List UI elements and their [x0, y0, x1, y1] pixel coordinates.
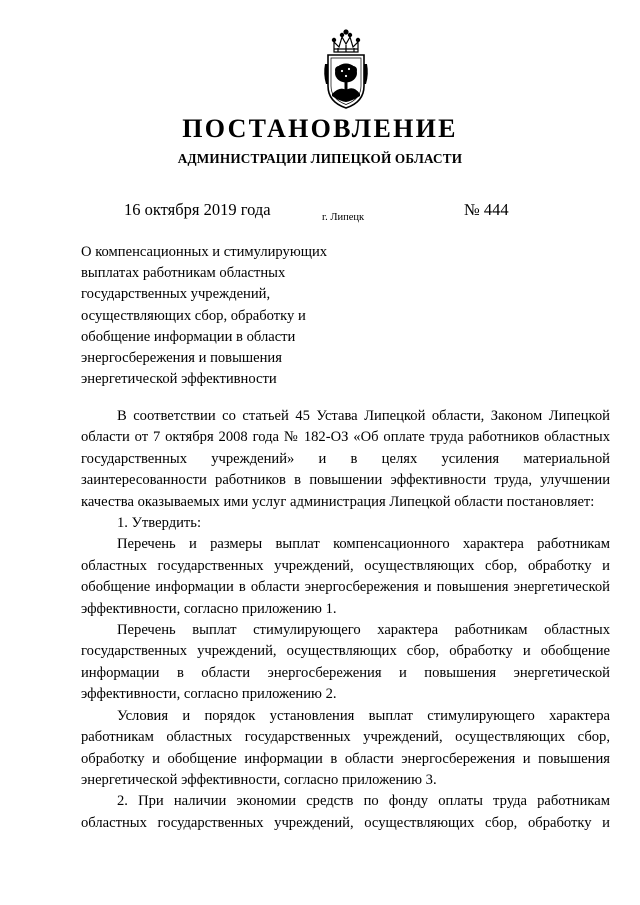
- heading-line: О компенсационных и стимулирующих: [81, 244, 328, 260]
- body-paragraph-appendix-1: Перечень и размеры выплат компенсационного характера работникам областных государственных учреждений, осуществляющих сбор, обработку и обобщение информации в области энергосбережения и повышения энергетической эффективности, согласно приложению 1.: [81, 536, 610, 617]
- document-date: 16 октября 2019 года: [124, 200, 271, 219]
- body-paragraph-preamble: В соответствии со статьей 45 Устава Липецкой области, Законом Липецкой области от 7 октября 2008 года № 182-ОЗ «Об оплате труда работников областных государственных учреждений» и в целях усиления материальной заинтересованности работников в повышении эффективности труда, улучшении качества оказываемых ими услуг администрация Липецкой области постановляет:: [81, 408, 610, 510]
- document-title: ПОСТАНОВЛЕНИЕ: [182, 114, 458, 143]
- document-city: г. Липецк: [322, 212, 365, 223]
- heading-line: осуществляющих сбор, обработку и: [81, 307, 306, 324]
- body-paragraph-appendix-2: Перечень выплат стимулирующего характера работникам областных государственных учреждений, осуществляющих сбор, обработку и обобщение информации в области энергосбережения и повышения энергетической эффективности, согласно приложению 2.: [81, 622, 610, 703]
- body-paragraph-item-2: 2. При наличии экономии средств по фонду оплаты труда работникам областных государственных учреждений, осуществляющих сбор, обработку и: [81, 793, 610, 831]
- document-body: [81, 406, 610, 834]
- body-paragraph-appendix-3: Условия и порядок установления выплат стимулирующего характера работникам областных государственных учреждений, осуществляющих сбор, обработку и обобщение информации в области энергосбережения и повышения энергетической эффективности, согласно приложению 3.: [81, 707, 610, 788]
- document-subject-heading: [81, 242, 361, 390]
- heading-line: государственных учреждений,: [81, 286, 271, 303]
- document-number: № 444: [464, 200, 509, 219]
- heading-line: энергосбережения и повышения: [81, 350, 282, 367]
- heading-line: обобщение информации в области: [81, 328, 296, 345]
- heading-line: выплатах работникам областных: [81, 265, 286, 282]
- body-paragraph-item-1: 1. Утвердить:: [117, 515, 202, 532]
- coat-of-arms-emblem: [322, 28, 370, 110]
- heading-line: энергетической эффективности: [81, 371, 277, 388]
- issuing-authority: АДМИНИСТРАЦИИ ЛИПЕЦКОЙ ОБЛАСТИ: [177, 151, 463, 166]
